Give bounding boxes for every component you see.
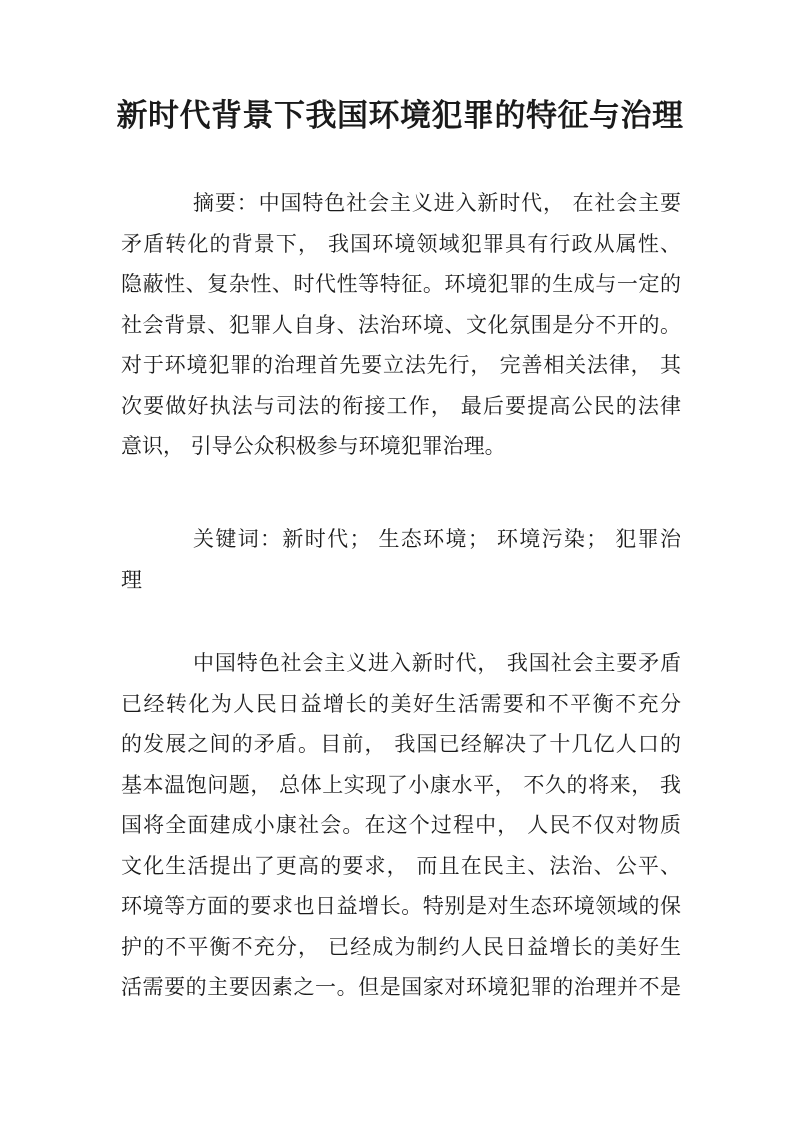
abstract-line: 次要做好执法与司法的衔接工作， 最后要提高公民的法律 [121,393,681,418]
body-line: 护的不平衡不充分， 已经成为制约人民日益增长的美好生 [121,934,681,959]
keywords-paragraph [121,519,681,600]
body-line: 基本温饱问题， 总体上实现了小康水平， 不久的将来， 我 [121,772,681,797]
body-line: 已经转化为人民日益增长的美好生活需要和不平衡不充分 [121,691,681,716]
abstract-line: 意识， 引导公众积极参与环境犯罪治理。 [121,434,506,458]
keywords-line: 理 [121,567,142,592]
document-title: 新时代背景下我国环境犯罪的特征与治理 [116,98,684,134]
abstract-line: 社会背景、犯罪人自身、法治环境、文化氛围是分不开的。 [121,312,681,337]
abstract-line: 矛盾转化的背景下， 我国环境领域犯罪具有行政从属性、 [121,231,681,256]
abstract-line: 对于环境犯罪的治理首先要立法先行， 完善相关法律， 其 [121,353,681,377]
body-line: 文化生活提出了更高的要求， 而且在民主、法治、公平、 [121,853,681,878]
abstract-paragraph [121,183,681,467]
abstract-line: 摘要：中国特色社会主义进入新时代， 在社会主要 [193,191,681,215]
body-line: 的发展之间的矛盾。目前， 我国已经解决了十几亿人口的 [121,732,681,756]
body-paragraph [121,643,681,1008]
keywords-line: 关键词：新时代； 生态环境； 环境污染； 犯罪治 [193,527,681,551]
body-line: 环境等方面的要求也日益增长。特别是对生态环境领域的保 [121,894,681,918]
abstract-line: 隐蔽性、复杂性、时代性等特征。环境犯罪的生成与一定的 [121,272,681,296]
body-line: 国将全面建成小康社会。在这个过程中， 人民不仅对物质 [121,813,681,837]
body-line: 活需要的主要因素之一。但是国家对环境犯罪的治理并不是 [121,975,681,999]
body-line: 中国特色社会主义进入新时代， 我国社会主要矛盾 [193,651,681,675]
